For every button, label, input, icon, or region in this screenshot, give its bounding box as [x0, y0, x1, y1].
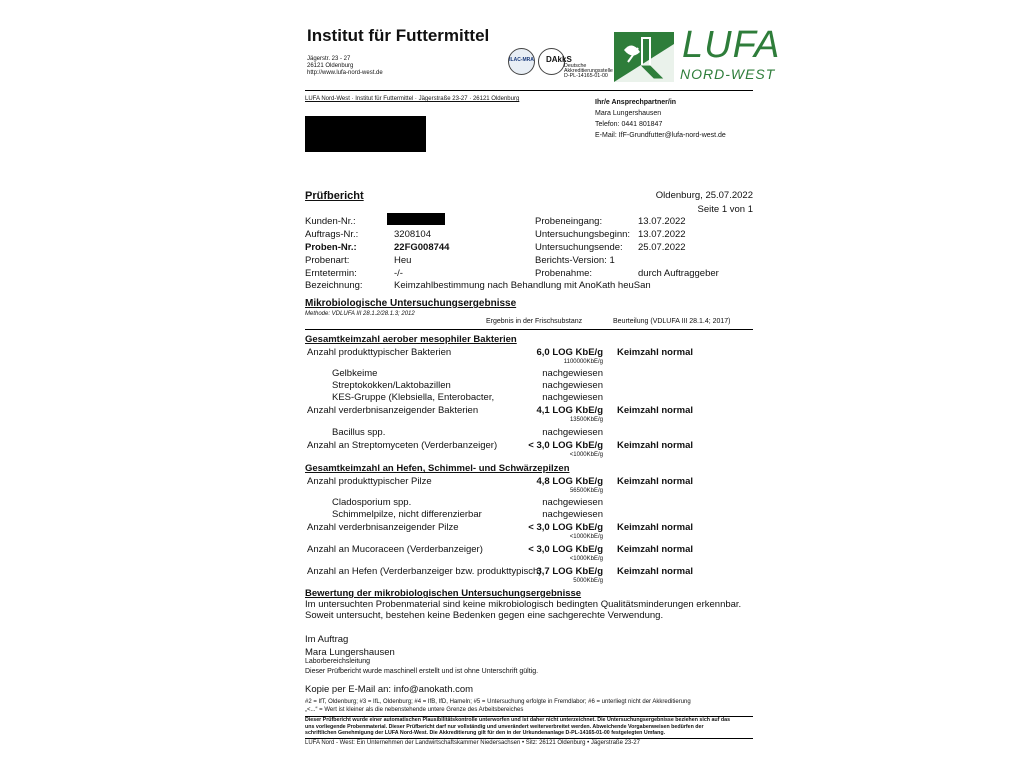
group1-heading: Gesamtkeimzahl aerober mesophiler Bakterien — [305, 334, 517, 345]
institute-address — [307, 56, 383, 77]
result-value: < 3,0 LOG KbE/g — [528, 544, 603, 555]
result-label: Schimmelpilze, nicht differenzierbar — [332, 509, 482, 520]
meta-value-untersuchungsbeginn: 13.07.2022 — [638, 229, 686, 240]
dakks-title: DAkkS — [546, 55, 572, 64]
result-subvalue: 5000KbE/g — [573, 578, 603, 584]
meta-label-kunden: Kunden-Nr.: — [305, 216, 356, 227]
result-subvalue: <1000KbE/g — [569, 452, 603, 458]
result-rating: Keimzahl normal — [617, 522, 694, 533]
result-value: < 3,0 LOG KbE/g — [528, 440, 603, 451]
result-label: Gelbkeime — [332, 368, 378, 379]
footnote-lower-limit: „<...“ = Wert ist kleiner als die nebenstehende untere Grenze des Arbeitsbereiches — [305, 707, 524, 713]
column-header-rating: Beurteilung (VDLUFA III 28.1.4; 2017) — [613, 318, 731, 325]
signature-note: Dieser Prüfbericht wurde maschinell erstellt und ist ohne Unterschrift gültig. — [305, 668, 539, 675]
ilac-mra-badge: ILAC-MRA — [508, 48, 535, 75]
result-label: KES-Gruppe (Klebsiella, Enterobacter, — [332, 392, 495, 403]
disclaimer-line: uns vorliegende Probenmaterial. Dieser Prüfbericht darf nur vollständig und unverändert weiterverbreitet werden. Abweichende Vorgabenweisen bedürfen der — [305, 723, 704, 730]
meta-label-bezeichnung: Bezeichnung: — [305, 280, 363, 291]
group2-heading: Gesamtkeimzahl an Hefen, Schimmel- und Schwärzepilzen — [305, 463, 570, 474]
result-value: 6,0 LOG KbE/g — [536, 347, 603, 358]
contact-email: E-Mail: IfF-Grundfutter@lufa-nord-west.de — [595, 132, 726, 139]
result-label: Streptokokken/Laktobazillen — [332, 380, 451, 391]
meta-value-ernte: -/- — [394, 268, 403, 279]
result-label: Anzahl an Mucoraceen (Verderbanzeiger) — [307, 544, 483, 555]
disclaimer-line: schriftlichen Genehmigung der LUFA Nord-West. Die Akkreditierung gilt für den in der Urkundenanlage D-PL-14165-01-00 festgelegten Umfang. — [305, 730, 666, 736]
result-rating: Keimzahl normal — [617, 405, 694, 416]
footer-divider-bottom — [305, 738, 753, 739]
result-label: Anzahl an Hefen (Verderbanzeiger bzw. produkttypisch) — [307, 566, 542, 577]
result-rating: Keimzahl normal — [617, 566, 694, 577]
disclaimer-line: Dieser Prüfbericht wurde einer automatischen Plausibilitätskontrolle unterworfen und ist daher nicht unterzeichnet. Die Untersuchungsergebnisse beziehen sich auf das — [305, 717, 731, 723]
result-value: 4,8 LOG KbE/g — [536, 476, 603, 487]
result-subvalue: <1000KbE/g — [569, 556, 603, 562]
lufa-logo-icon — [614, 32, 674, 82]
result-label: Anzahl an Streptomyceten (Verderbanzeiger) — [307, 440, 498, 451]
report-place-date: Oldenburg, 25.07.2022 — [655, 190, 753, 201]
address-city: 26121 Oldenburg — [307, 63, 354, 69]
contact-name: Mara Lungershausen — [595, 110, 662, 117]
redacted-recipient-address — [305, 116, 426, 152]
meta-label-auftrag: Auftrags-Nr.: — [305, 229, 359, 240]
column-header-result: Ergebnis in der Frischsubstanz — [486, 318, 583, 325]
result-value: nachgewiesen — [542, 427, 603, 438]
result-label: Anzahl verderbnisanzeigender Pilze — [307, 522, 459, 533]
lufa-logo-subtext: NORD-WEST — [680, 66, 776, 82]
meta-value-proben: 22FG008744 — [394, 242, 450, 253]
result-value: < 3,0 LOG KbE/g — [528, 522, 603, 533]
meta-label-untersuchungsende: Untersuchungsende: — [535, 242, 623, 253]
results-method: Methode: VDLUFA III 28.1.2/28.1.3; 2012 — [305, 311, 415, 317]
result-label: Anzahl verderbnisanzeigender Bakterien — [307, 405, 479, 416]
copy-line: Kopie per E-Mail an: info@anokath.com — [305, 684, 474, 695]
redacted-customer-number — [387, 213, 445, 225]
header-divider — [305, 90, 753, 91]
signature-im-auftrag: Im Auftrag — [305, 634, 349, 645]
result-subvalue: 56500KbE/g — [569, 488, 603, 494]
meta-value-probenart: Heu — [394, 255, 412, 266]
result-subvalue: <1000KbE/g — [569, 534, 603, 540]
meta-value-probenahme: durch Auftraggeber — [638, 268, 719, 279]
meta-label-probenahme: Probenahme: — [535, 268, 593, 279]
institute-title: Institut für Futtermittel — [307, 26, 490, 45]
assessment-line1: Im untersuchten Probenmaterial sind keine mikrobiologisch bedingten Qualitätsminderungen erkennbar. — [305, 599, 742, 610]
result-value: nachgewiesen — [542, 380, 603, 391]
meta-value-auftrag: 3208104 — [394, 229, 431, 240]
result-subvalue: 1100000KbE/g — [563, 359, 603, 365]
meta-value-bezeichnung: Keimzahlbestimmung nach Behandlung mit AnoKath heuSan — [394, 280, 651, 291]
signature-role: Laborbereichsleitung — [305, 658, 370, 665]
meta-label-probenart: Probenart: — [305, 255, 350, 266]
result-label: Anzahl produkttypischer Pilze — [307, 476, 432, 487]
meta-label-version: Berichts-Version: 1 — [535, 255, 615, 266]
lufa-logo-text: LUFA — [682, 24, 781, 66]
meta-label-proben: Proben-Nr.: — [305, 242, 357, 253]
result-rating: Keimzahl normal — [617, 544, 694, 555]
sender-line: LUFA Nord-West · Institut für Futtermittel · Jägerstraße 23-27 · 26121 Oldenburg — [305, 96, 520, 102]
result-label: Anzahl produkttypischer Bakterien — [307, 347, 452, 358]
meta-value-untersuchungsende: 25.07.2022 — [638, 242, 686, 253]
meta-label-probeneingang: Probeneingang: — [535, 216, 603, 227]
footer-line: LUFA Nord - West: Ein Unternehmen der Landwirtschaftskammer Niedersachsen • Sitz: 26121 Oldenburg • Jägerstraße 23-27 — [305, 740, 640, 746]
meta-label-untersuchungsbeginn: Untersuchungsbeginn: — [535, 229, 631, 240]
address-website: http://www.lufa-nord-west.de — [307, 70, 383, 76]
result-rating: Keimzahl normal — [617, 440, 694, 451]
report-title: Prüfbericht — [305, 190, 364, 202]
signature-name: Mara Lungershausen — [305, 647, 395, 658]
result-value: nachgewiesen — [542, 392, 603, 403]
footnote-abbreviations: #2 = IfT, Oldenburg; #3 = IfL, Oldenburg; #4 = IfB, IfD, Hameln; #5 = Untersuchung erfolgte in Fremdlabor; #6 = unterliegt nicht der Akkreditierung — [305, 699, 691, 705]
result-rating: Keimzahl normal — [617, 476, 694, 487]
result-label: Cladosporium spp. — [332, 497, 412, 508]
result-rating: Keimzahl normal — [617, 347, 694, 358]
meta-value-probeneingang: 13.07.2022 — [638, 216, 686, 227]
result-value: 4,1 LOG KbE/g — [536, 405, 603, 416]
results-divider — [305, 329, 753, 330]
assessment-heading: Bewertung der mikrobiologischen Untersuchungsergebnisse — [305, 588, 582, 599]
result-value: nachgewiesen — [542, 509, 603, 520]
result-value: nachgewiesen — [542, 368, 603, 379]
meta-label-ernte: Erntetermin: — [305, 268, 357, 279]
result-subvalue: 13500KbE/g — [569, 417, 603, 423]
assessment-line2: Soweit untersucht, bestehen keine Bedenken gegen eine sachgerechte Verwendung. — [305, 610, 664, 621]
report-page: Seite 1 von 1 — [697, 204, 753, 215]
contact-heading: Ihr/e Ansprechpartner/in — [595, 99, 677, 106]
result-label: Bacillus spp. — [332, 427, 386, 438]
contact-phone: Telefon: 0441 801847 — [595, 121, 663, 128]
result-value: nachgewiesen — [542, 497, 603, 508]
results-heading: Mikrobiologische Untersuchungsergebnisse — [305, 298, 517, 309]
result-value: 3,7 LOG KbE/g — [536, 566, 603, 577]
address-street: Jägerstr. 23 - 27 — [307, 56, 351, 62]
dakks-text: Deutsche Akkreditierungsstelle D-PL-14165-01-00 — [564, 63, 613, 79]
disclaimer-block — [305, 717, 730, 737]
